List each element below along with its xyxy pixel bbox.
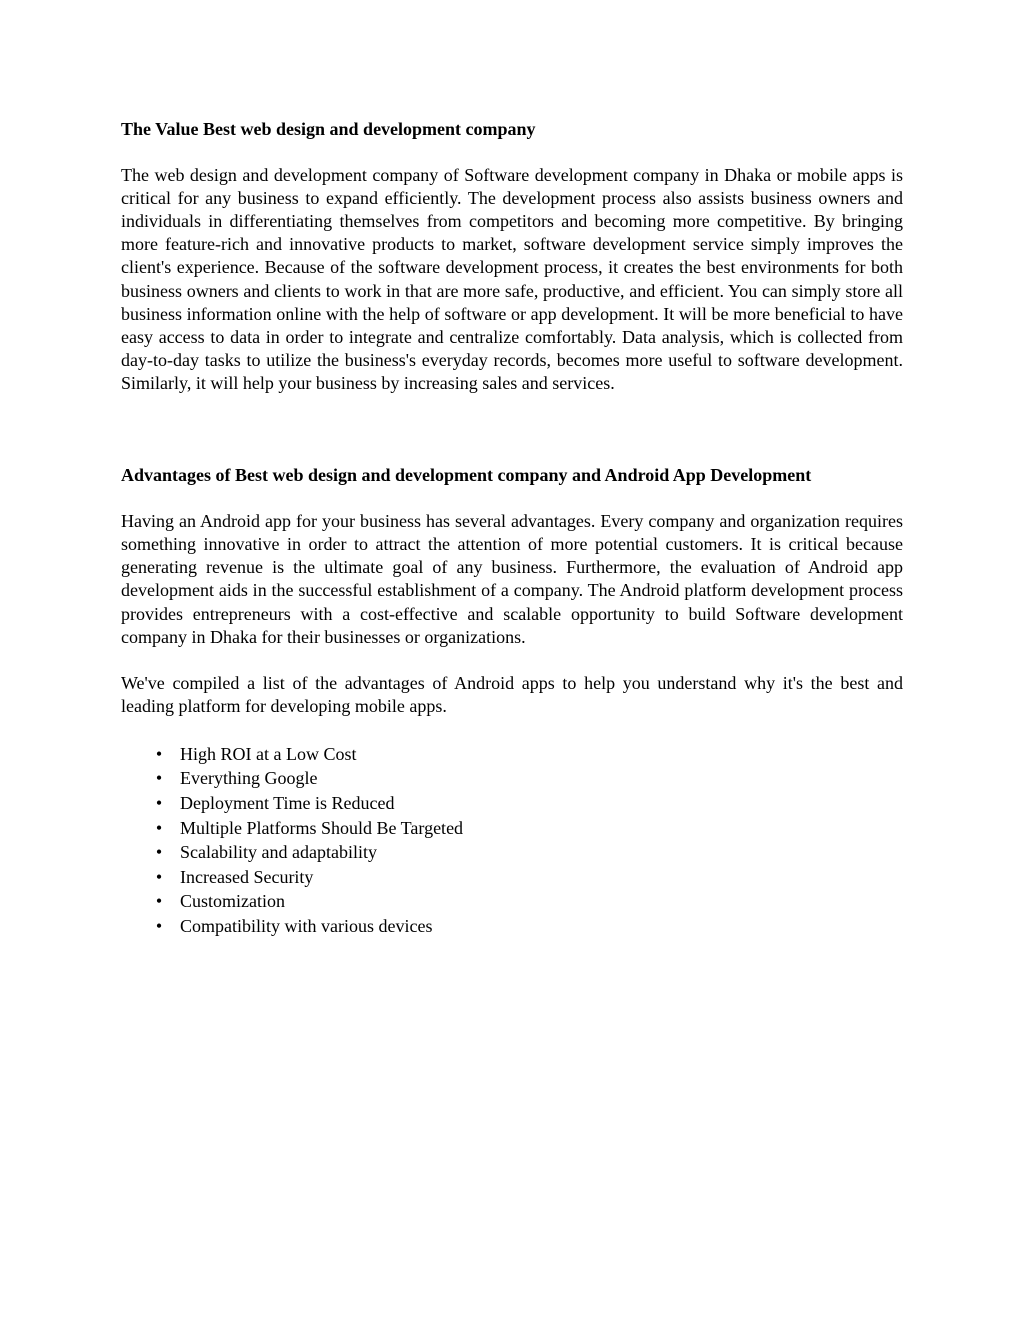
list-item (121, 889, 903, 914)
section-paragraph-advantages: Having an Android app for your business has several advantages. Every company and organization requires something innovative in order to attract the attention of more potential customers. It is critical because generating revenue is the ultimate goal of any business. Furthermore, the evaluation of Android app development aids in the successful establishment of a company. The Android platform development process provides entrepreneurs with a cost-effective and scalable opportunity to build Software development company in Dhaka for their businesses or organizations. (121, 511, 903, 647)
bullet-icon: • (155, 891, 163, 912)
bullet-icon: • (155, 817, 163, 838)
advantages-list (121, 742, 903, 939)
document-page (121, 118, 903, 939)
list-item-text: Everything Google (180, 768, 318, 789)
section-paragraph-value: The web design and development company of Software development company in Dhaka or mobile apps is critical for any business to expand efficiently. The development process also assists business owners and individuals in differentiating themselves from competitors and becoming more competitive. By bringing more feature-rich and innovative products to market, software development service simply improves the client's experience. Because of the software development process, it creates the best environments for both business owners and clients to work in that are more safe, productive, and efficient. You can simply store all business information online with the help of software or app development. It will be more beneficial to have easy access to data in order to integrate and centralize comfortably. Data analysis, which is collected from day-to-day tasks to utilize the business's everyday records, becomes more useful to software development. Similarly, it will help your business by increasing sales and services. (121, 165, 903, 393)
list-item (121, 865, 903, 890)
bullet-icon: • (155, 916, 163, 937)
list-item-text: Customization (180, 891, 285, 912)
list-item (121, 766, 903, 791)
list-item (121, 816, 903, 841)
list-item-text: Compatibility with various devices (180, 916, 433, 937)
list-item (121, 742, 903, 767)
list-item (121, 840, 903, 865)
list-item (121, 791, 903, 816)
list-item-text: Multiple Platforms Should Be Targeted (180, 817, 464, 838)
section-title-value: The Value Best web design and development company (121, 119, 536, 139)
bullet-icon: • (155, 866, 163, 887)
list-item-text: High ROI at a Low Cost (180, 743, 357, 764)
bullet-icon: • (155, 793, 163, 814)
bullet-icon: • (155, 743, 163, 764)
list-item-text: Scalability and adaptability (180, 842, 377, 863)
list-item-text: Deployment Time is Reduced (180, 793, 395, 814)
list-item (121, 914, 903, 939)
section-title-advantages: Advantages of Best web design and development company and Android App Development (121, 465, 812, 486)
list-intro-paragraph: We've compiled a list of the advantages of Android apps to help you understand why it's the best and leading platform for developing mobile apps. (121, 672, 903, 716)
list-item-text: Increased Security (180, 866, 314, 887)
bullet-icon: • (155, 768, 163, 789)
bullet-icon: • (155, 842, 163, 863)
